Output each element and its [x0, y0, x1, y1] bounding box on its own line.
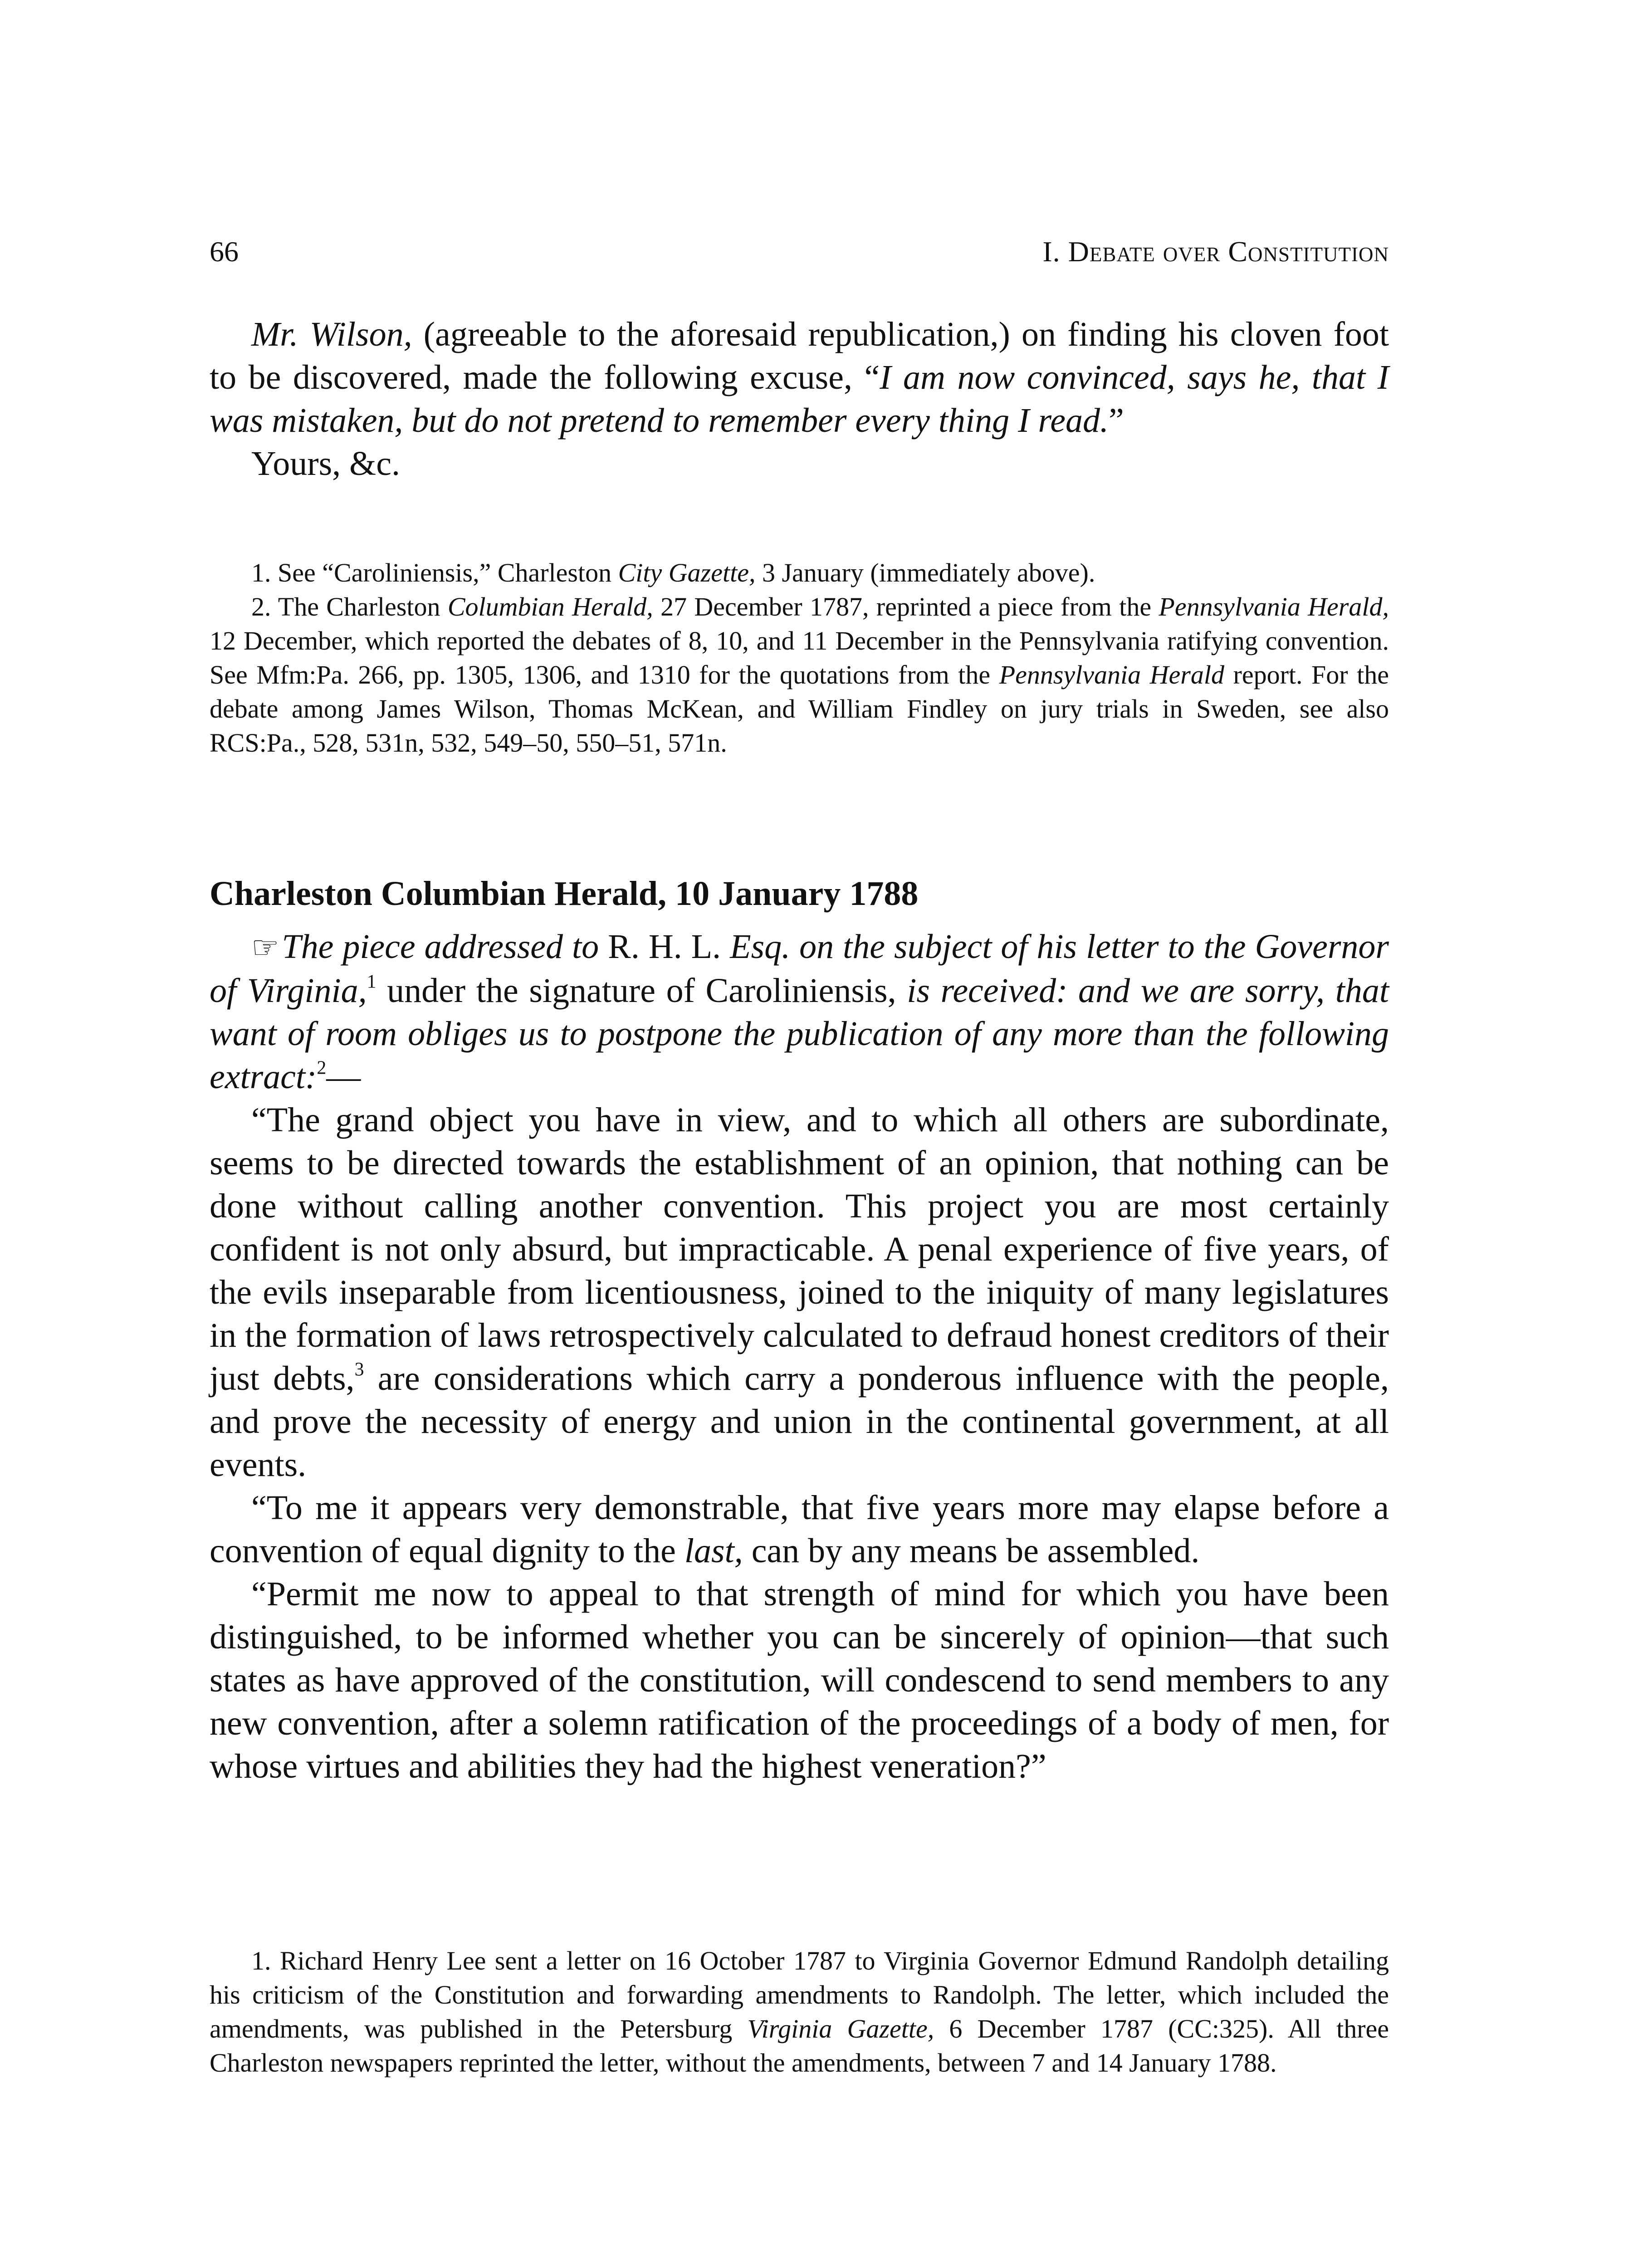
- footnotes-bottom: [210, 1944, 1389, 2080]
- editorial-note: ☞The piece addressed to R. H. L. Esq. on the subject of his letter to the Governor of Virginia,$^1$ under the signature of Caroliniensis, is received: and we are sorry, that want of room obliges us to postpone the publication of any more than the following extract:$^2$—: [210, 928, 1389, 1096]
- note-ref-1: 1: [367, 971, 376, 992]
- pointing-hand-icon: ☞: [251, 930, 279, 965]
- footnote-1: 1. See “Caroliniensis,” Charleston City Gazette, 3 January (immediately above).: [251, 558, 1095, 587]
- extract-paragraph-3: “Permit me now to appeal to that strength of mind for which you have been distinguished, to be informed whether you can be sincerely of opinion—that such states as have approved of the constitution, will condescend to send members to any new convention, after a solemn ratification of the proceedings of a body of men, for whose virtues and abilities they had the highest veneration?”: [210, 1575, 1389, 1785]
- footnote-1-lee: 1. Richard Henry Lee sent a letter on 16 October 1787 to Virginia Governor Edmund Randolph detailing his criticism of the Constitution and forwarding amendments to Randolph. The letter, which included the amendments, was published in the Petersburg Virginia Gazette, 6 December 1787 (CC:325). All three Charleston newspapers reprinted the letter, without the amendments, between 7 and 14 January 1788.: [210, 1946, 1389, 2077]
- wilson-passage: [210, 313, 1389, 485]
- running-header: [210, 227, 1389, 277]
- footnote-2: 2. The Charleston Columbian Herald, 27 December 1787, reprinted a piece from the Pennsylvania Herald, 12 December, which reported the debates of 8, 10, and 11 December in the Pennsylvania ratifying convention. See Mfm:Pa. 266, pp. 1305, 1306, and 1310 for the quotations from the Pennsylvania Herald report. For the debate among James Wilson, Thomas McKean, and William Findley on jury trials in Sweden, see also RCS:Pa., 528, 531n, 532, 549–50, 550–51, 571n.: [210, 592, 1389, 758]
- article-body: [210, 925, 1389, 1788]
- extract-paragraph-2: “To me it appears very demonstrable, that five years more may elapse before a convention of equal dignity to the last, can by any means be assembled.: [210, 1489, 1389, 1570]
- note-ref-3: 3: [354, 1359, 364, 1380]
- note-ref-2: 2: [317, 1057, 327, 1079]
- footnotes-top: [210, 556, 1389, 760]
- section-heading: Charleston Columbian Herald, 10 January 1788: [210, 875, 919, 913]
- running-title: I. Debate over Constitution: [1042, 235, 1389, 268]
- wilson-name: Mr. Wilson,: [251, 315, 412, 353]
- signoff: Yours, &c.: [251, 445, 401, 483]
- wilson-paragraph: Mr. Wilson, (agreeable to the aforesaid republication,) on finding his cloven foot to be discovered, made the following excuse, “I am now convinced, says he, that I was mistaken, but do not pretend to remember every thing I read.”: [210, 315, 1389, 440]
- wilson-quote: I am now convinced, says he, that I was mistaken, but do not pretend to remember every thing I read.: [210, 358, 1389, 440]
- extract-paragraph-1: “The grand object you have in view, and to which all others are subordinate, seems to be directed towards the establishment of an opinion, that nothing can be done without calling another convention. This project you are most certainly confident is not only absurd, but impracticable. A penal experience of five years, of the evils inseparable from licentiousness, joined to the iniquity of many legislatures in the formation of laws retrospectively calculated to defraud honest creditors of their just debts,$^3$ are considerations which carry a ponderous influence with the people, and prove the necessity of energy and union in the continental government, at all events.: [210, 1101, 1389, 1484]
- page-number: 66: [210, 235, 239, 268]
